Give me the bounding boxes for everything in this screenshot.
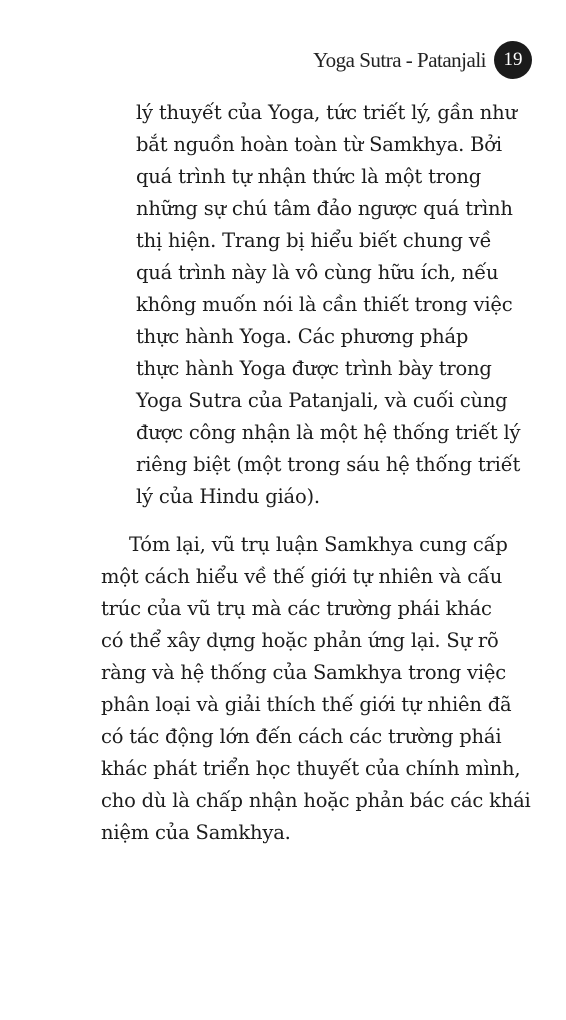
text-line: niệm của Samkhya. bbox=[101, 821, 291, 844]
text-line: lý thuyết của Yoga, tức triết lý, gần như bbox=[136, 101, 517, 124]
text-line: khác phát triển học thuyết của chính mình, bbox=[101, 757, 521, 780]
text-line: quá trình này là vô cùng hữu ích, nếu bbox=[136, 261, 499, 284]
text-line: lý của Hindu giáo). bbox=[136, 485, 320, 508]
text-line: trúc của vũ trụ mà các trường phái khác bbox=[101, 597, 492, 620]
text-line: có thể xây dựng hoặc phản ứng lại. Sự rõ bbox=[101, 629, 499, 652]
page-number-badge: 19 bbox=[494, 41, 532, 79]
text-line: có tác động lớn đến cách các trường phái bbox=[101, 725, 502, 748]
text-line: cho dù là chấp nhận hoặc phản bác các khái bbox=[101, 789, 531, 812]
text-line: thực hành Yoga được trình bày trong bbox=[136, 357, 492, 380]
text-line: phân loại và giải thích thế giới tự nhiên đã bbox=[101, 693, 512, 716]
text-line: được công nhận là một hệ thống triết lý bbox=[136, 421, 521, 444]
text-line: quá trình tự nhận thức là một trong bbox=[136, 165, 482, 188]
text-line: bắt nguồn hoàn toàn từ Samkhya. Bởi bbox=[136, 133, 502, 156]
text-line: riêng biệt (một trong sáu hệ thống triết bbox=[136, 453, 521, 476]
text-line: thực hành Yoga. Các phương pháp bbox=[136, 325, 469, 348]
text-line: Tóm lại, vũ trụ luận Samkhya cung cấp bbox=[129, 533, 508, 556]
text-line: Yoga Sutra của Patanjali, và cuối cùng bbox=[136, 389, 508, 412]
running-header bbox=[313, 38, 532, 82]
book-title: Yoga Sutra - Patanjali bbox=[313, 47, 486, 72]
text-line: những sự chú tâm đảo ngược quá trình bbox=[136, 197, 513, 220]
text-line: không muốn nói là cần thiết trong việc bbox=[136, 293, 513, 316]
text-line: thị hiện. Trang bị hiểu biết chung về bbox=[136, 229, 492, 252]
text-line: một cách hiểu về thế giới tự nhiên và cấu bbox=[101, 565, 503, 588]
text-line: ràng và hệ thống của Samkhya trong việc bbox=[101, 661, 506, 684]
